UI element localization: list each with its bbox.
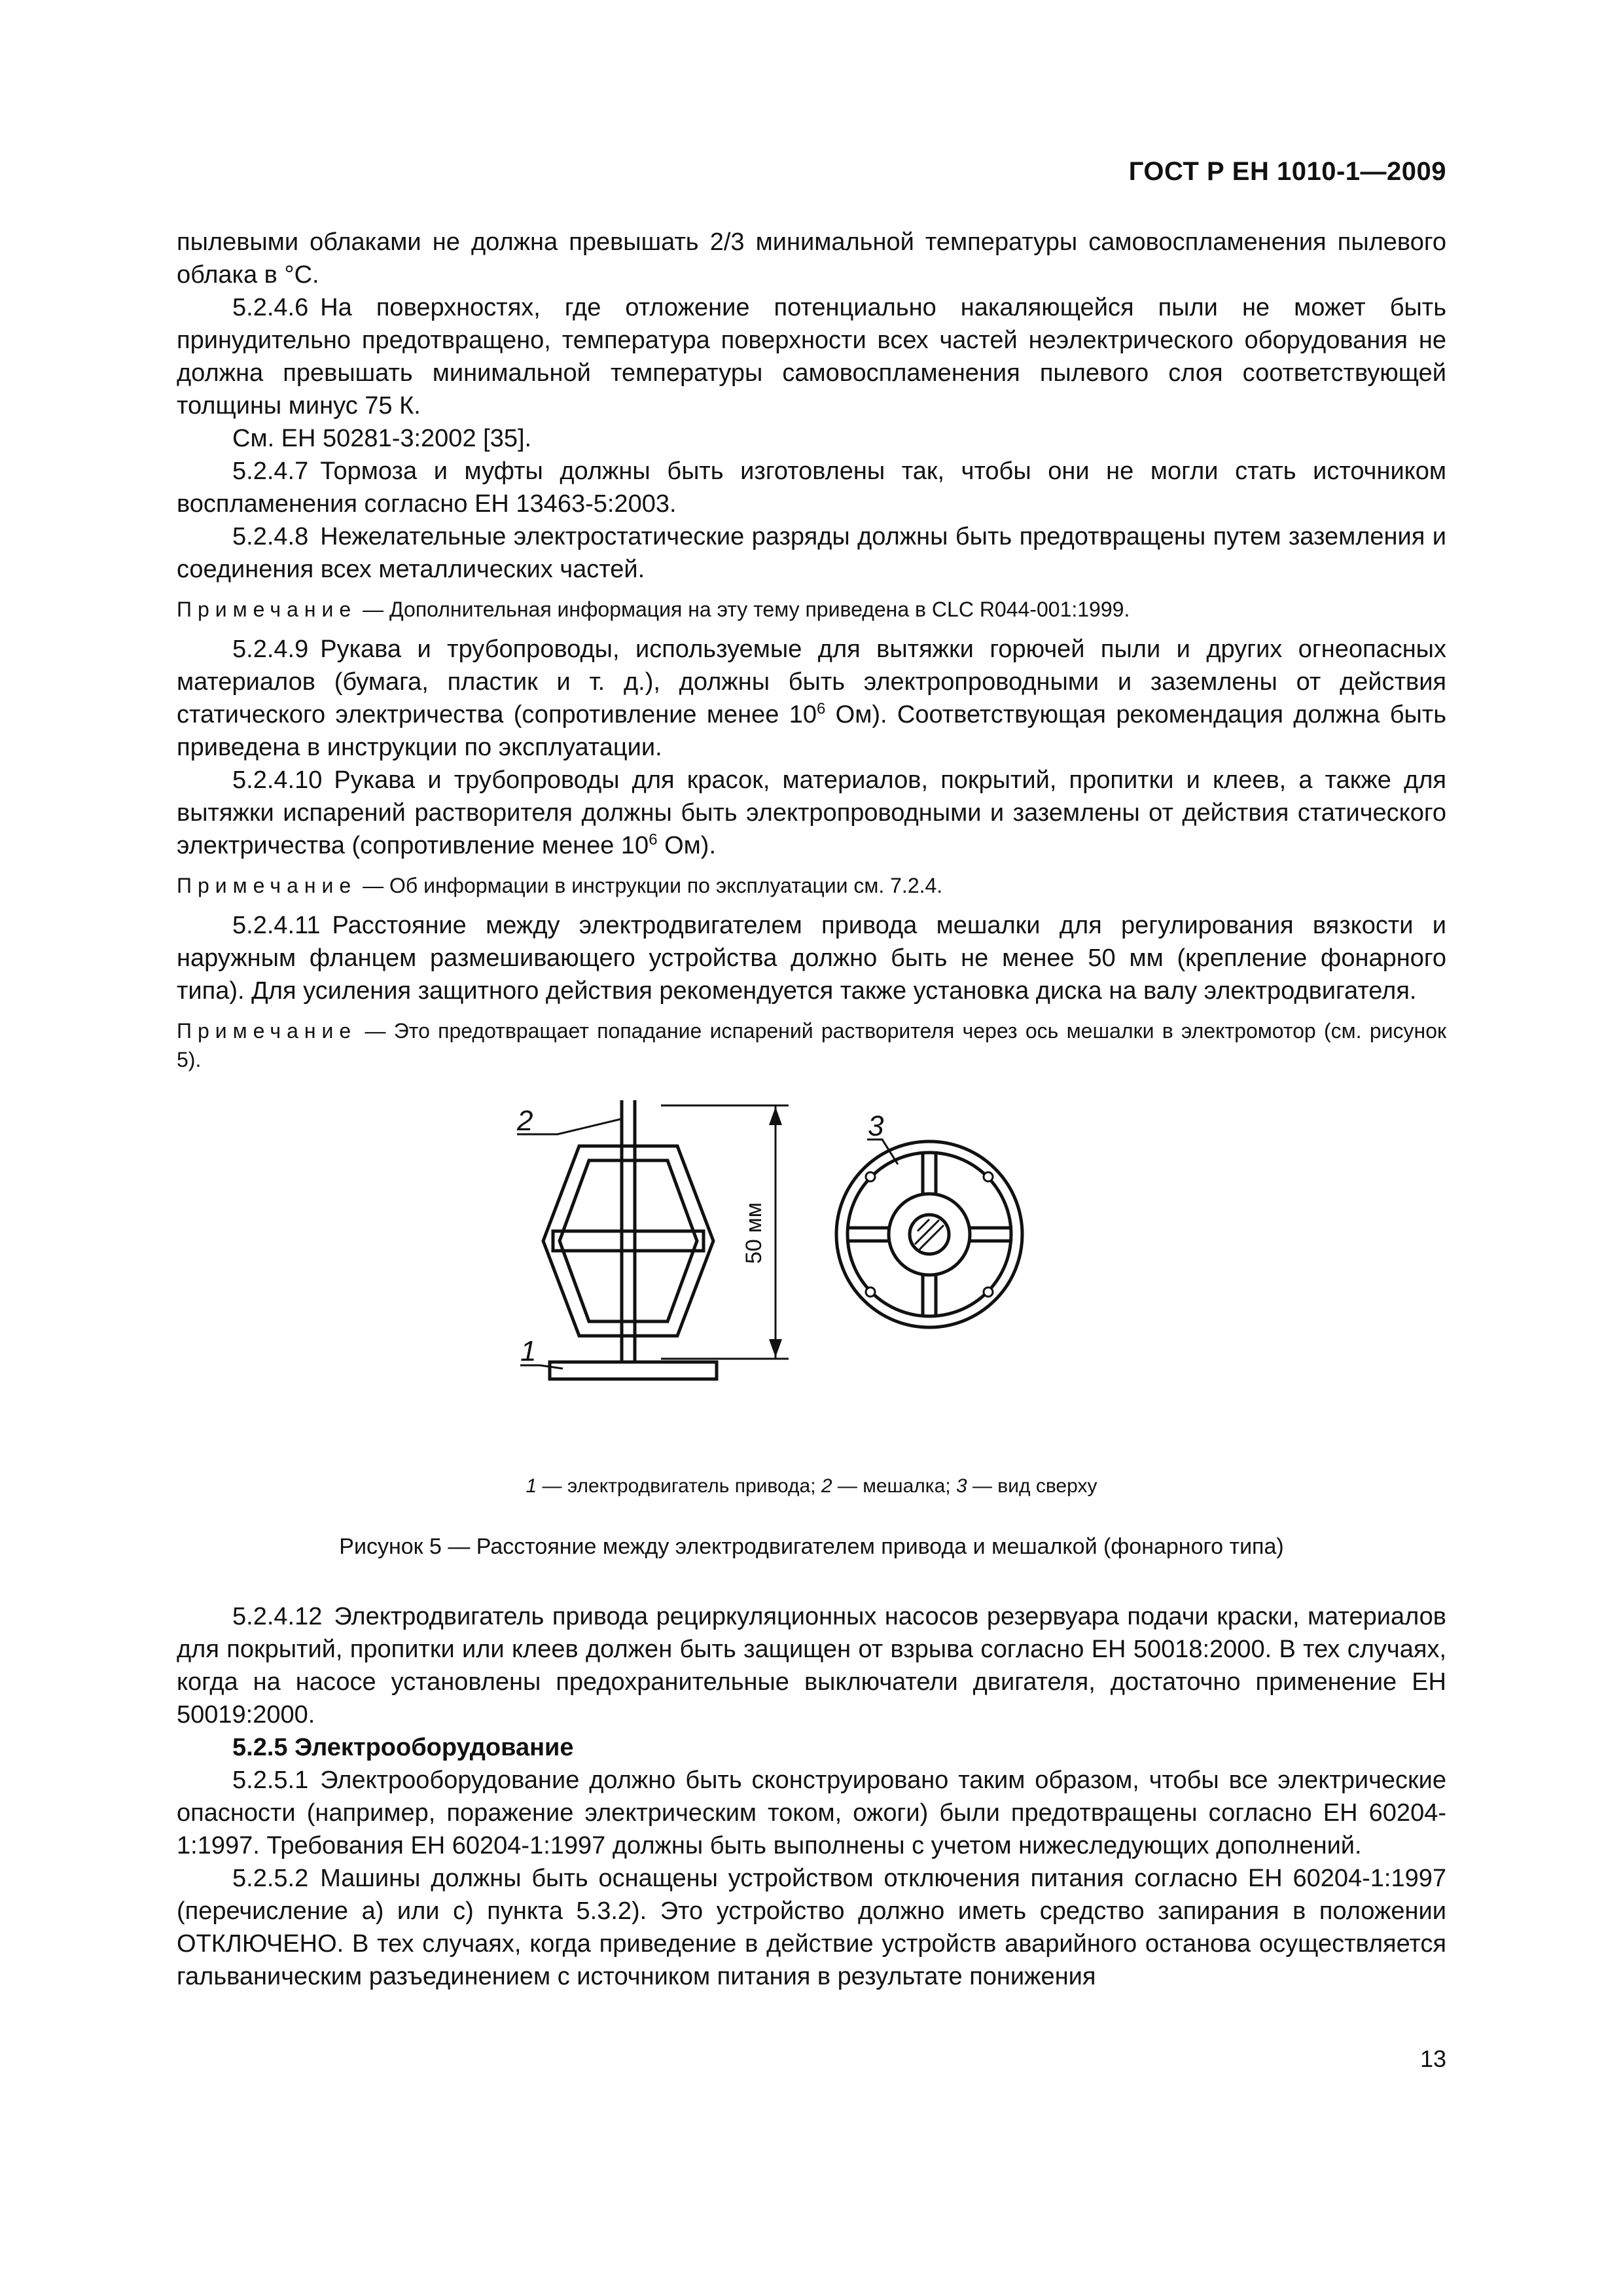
lantern-outer <box>543 1146 713 1336</box>
paragraph: пылевыми облаками не должна превышать 2/3 минимальной температуры самовоспламенения пылевого облака в °С. <box>177 228 1446 289</box>
lantern-inner <box>560 1160 697 1321</box>
legend-number: 1 <box>526 1475 537 1497</box>
clause-text: Рукава и трубопроводы, используемые для вытяжки горючей пыли и других огнеопасных материалов (бумага, пластик и т. д.), должны быть электропроводными и заземлены от действия статического электричества (сопротивление менее 10 <box>177 636 1446 728</box>
paragraph: См. ЕН 50281-3:2002 [35]. <box>232 425 532 452</box>
figure-label-1: 1 <box>520 1335 537 1367</box>
dimension-label: 50 мм <box>741 1202 766 1264</box>
clause-text: Нежелательные электростатические разряды должны быть предотвращены путем заземления и соединения всех металлических частей. <box>177 523 1446 583</box>
note <box>177 595 1446 624</box>
bolt-hole <box>866 1287 875 1297</box>
clause-text: Рукава и трубопроводы для красок, материалов, покрытий, пропитки и клеев, а также для вытяжки испарений растворителя должны быть электропроводными и заземлены от действия статического электричества (сопротивление менее 10 <box>177 766 1446 859</box>
dimension-arrow <box>769 1339 782 1357</box>
note-text: — Дополнительная информация на эту тему приведена в CLC R044-001:1999. <box>357 598 1130 621</box>
note <box>177 1016 1446 1074</box>
clause-number: 5.2.4.6 <box>232 294 309 321</box>
note-text: — Об информации в инструкции по эксплуатации см. 7.2.4. <box>357 874 943 897</box>
clause-5-2-4-6 <box>177 291 1446 422</box>
clause-text: Электродвигатель привода рециркуляционных насосов резервуара подачи краски, материалов для покрытий, пропитки или клеев должен быть защищен от взрыва согласно ЕН 50018:2000. В тех случаях, когда на насосе установлены предохранительные выключатели двигателя, достаточно применение ЕН 50019:2000. <box>177 1603 1446 1729</box>
superscript: 6 <box>816 700 826 718</box>
clause-number: 5.2.4.12 <box>232 1603 323 1630</box>
dimension-arrow <box>769 1107 782 1125</box>
clause-number: 5.2.5.2 <box>232 1865 309 1892</box>
clause-number: 5.2.4.9 <box>232 636 309 663</box>
clause-number: 5.2.4.8 <box>232 523 309 550</box>
top-view-outer-ring <box>836 1141 1022 1327</box>
legend-number: 2 <box>821 1475 832 1497</box>
note-label: Примечание <box>177 874 357 897</box>
clause-5-2-4-9 <box>177 633 1446 764</box>
clause-text: Расстояние между электродвигателем привода мешалки для регулирования вязкости и наружным фланцем размешивающего устройства должно быть не менее 50 мм (крепление фонарного типа). Для усиления защитного действия рекомендуется также установка диска на валу электродвигателя. <box>177 912 1446 1005</box>
bolt-hole <box>984 1287 993 1297</box>
clause-5-2-4-11 <box>177 909 1446 1007</box>
legend-number: 3 <box>955 1475 967 1497</box>
top-view-hub <box>889 1194 970 1275</box>
document-code: ГОСТ Р ЕН 1010-1—2009 <box>1128 157 1446 186</box>
clause-text: Ом). Соответствующая рекомендация должна быть приведена в инструкции по эксплуатации. <box>177 701 1446 761</box>
clause-number: 5.2.4.11 <box>232 912 321 939</box>
note-label: Примечание <box>177 1019 357 1043</box>
figure-caption: Рисунок 5 — Расстояние между электродвигателем привода и мешалкой (фонарного типа) <box>339 1534 1284 1559</box>
clause-text: Электрооборудование должно быть сконструировано таким образом, чтобы все электрические опасности (например, поражение электрическим током, ожоги) были предотвращены согласно ЕН 60204-1:1997. Требования ЕН 60204-1:1997 должны быть выполнены с учетом нижеследующих дополнений. <box>177 1767 1446 1859</box>
clause-number: 5.2.5.1 <box>232 1767 309 1794</box>
clause-5-2-4-10 <box>177 764 1446 862</box>
figure-legend <box>177 1473 1446 1499</box>
note <box>177 871 1446 900</box>
middle-ring <box>553 1231 704 1251</box>
page-body <box>177 226 1446 1993</box>
clause-text: На поверхностях, где отложение потенциально накаляющейся пыли не может быть принудительно предотвращено, температура поверхности всех частей неэлектрического оборудования не должна превышать минимальной температуры самовоспламенения пылевого слоя соответствующей толщины минус 75 К. <box>177 294 1446 420</box>
clause-text: Машины должны быть оснащены устройством отключения питания согласно ЕН 60204-1:1997 (перечисление а) или с) пункта 5.3.2). Это устройство должно иметь средство запирания в положении ОТКЛЮЧЕНО. В тех случаях, когда приведение в действие устройств аварийного останова осуществляется гальваническим разъединением с источником питания в результате понижения <box>177 1865 1446 1990</box>
clause-text: Тормоза и муфты должны быть изготовлены так, чтобы они не могли стать источником воспламенения согласно ЕН 13463-5:2003. <box>177 457 1446 518</box>
clause-number: 5.2.4.10 <box>232 766 323 794</box>
clause-5-2-5-2 <box>177 1862 1446 1993</box>
figure-label-3: 3 <box>868 1110 884 1142</box>
shaft-hatch <box>915 1219 944 1249</box>
legend-text: — вид сверху <box>967 1475 1097 1497</box>
motor-flange <box>550 1362 717 1379</box>
bolt-hole <box>984 1172 993 1181</box>
clause-5-2-4-8 <box>177 520 1446 586</box>
note-label: Примечание <box>177 598 357 621</box>
figure-5-drawing <box>177 1100 1446 1467</box>
rib <box>622 1160 635 1321</box>
clause-text: Ом). <box>657 832 716 859</box>
superscript: 6 <box>649 831 658 849</box>
note-text: — Это предотвращает попадание испарений растворителя через ось мешалки в электромотор (см. рисунок 5). <box>177 1019 1446 1071</box>
bolt-hole <box>866 1172 875 1181</box>
clause-5-2-4-12 <box>177 1600 1446 1731</box>
page-number: 13 <box>1419 2045 1446 2072</box>
stirrer-drawing <box>177 1100 1446 1467</box>
clause-number: 5.2.4.7 <box>232 457 309 485</box>
clause-5-2-5-1 <box>177 1764 1446 1862</box>
clause-5-2-4-7 <box>177 455 1446 520</box>
legend-text: — мешалка; <box>832 1475 956 1497</box>
section-heading: 5.2.5 Электрооборудование <box>232 1734 574 1761</box>
legend-text: — электродвигатель привода; <box>537 1475 821 1497</box>
figure-label-2: 2 <box>517 1105 533 1137</box>
